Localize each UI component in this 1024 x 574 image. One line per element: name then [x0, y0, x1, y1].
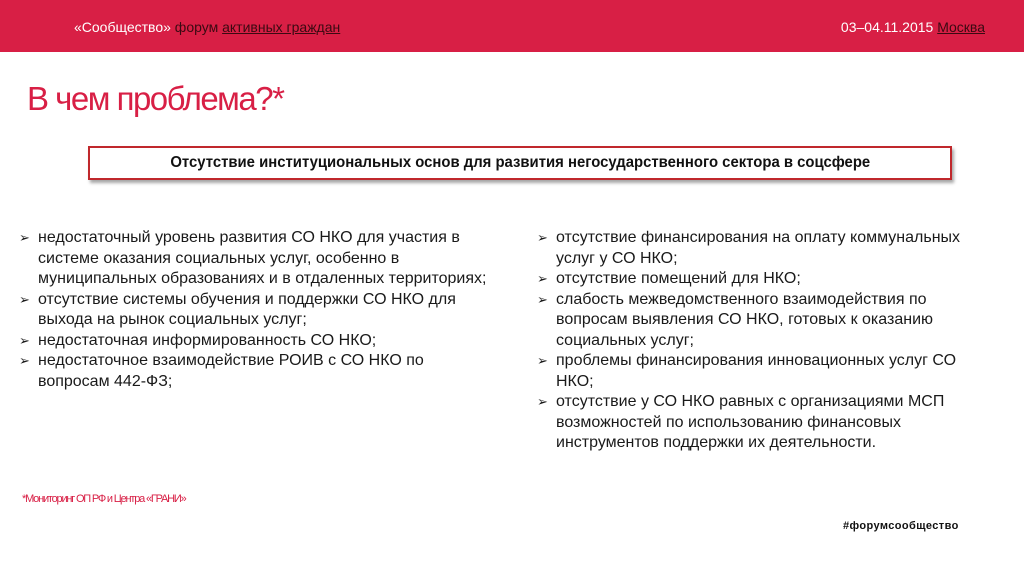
- source-footnote: *Мониторинг ОП РФ и Центра «ГРАНИ»: [22, 493, 186, 505]
- list-item: ➢ отсутствие финансирования на оплату коммунальных услуг у СО НКО;: [537, 229, 961, 267]
- list-item: ➢ отсутствие у СО НКО равных с организациями МСП возможностей по использованию финансовых инструментов поддержки их деятельности.: [537, 393, 945, 451]
- arrowhead-right-icon: ➢: [19, 230, 30, 245]
- problem-banner: [88, 146, 952, 180]
- list-item: ➢ недостаточный уровень развития СО НКО для участия в системе оказания социальных услуг, особенно в муниципальных образованиях и в отдаленных территориях;: [19, 229, 487, 287]
- arrowhead-right-icon: ➢: [537, 291, 548, 307]
- arrowhead-right-icon: ➢: [537, 230, 548, 245]
- arrowhead-right-icon: ➢: [19, 332, 30, 348]
- list-item: ➢ проблемы финансирования инновационных услуг СО НКО;: [537, 352, 957, 390]
- event-date-location: [841, 19, 985, 35]
- arrowhead-right-icon: ➢: [537, 353, 548, 368]
- brand-link[interactable]: активных граждан: [222, 19, 341, 35]
- list-item: ➢ отсутствие помещений для НКО;: [537, 269, 977, 290]
- list-item: ➢ отсутствие системы обучения и поддержки СО НКО для выхода на рынок социальных услуг;: [19, 290, 456, 328]
- brand-name: «Сообщество»: [74, 19, 171, 35]
- arrowhead-right-icon: ➢: [19, 291, 30, 307]
- arrowhead-right-icon: ➢: [537, 394, 548, 409]
- list-item: ➢ недостаточная информированность СО НКО;: [19, 331, 499, 352]
- left-problem-list: [19, 228, 499, 392]
- right-problem-list: [537, 228, 977, 454]
- header-bar: [0, 0, 1024, 52]
- banner-text: Отсутствие институциональных основ для развития негосударственного сектора в соцсфере: [170, 154, 870, 171]
- brand-forum-word: форум: [170, 19, 223, 35]
- forum-brand: [74, 19, 340, 35]
- list-item: ➢ слабость межведомственного взаимодействия по вопросам выявления СО НКО, готовых к оказанию социальных услуг;: [537, 290, 934, 349]
- arrowhead-right-icon: ➢: [19, 353, 30, 368]
- event-date: 03–04.11.2015: [840, 19, 938, 35]
- city-link[interactable]: Москва: [937, 19, 985, 35]
- page-title: В чем проблема?*: [27, 80, 284, 117]
- arrowhead-right-icon: ➢: [537, 271, 548, 286]
- list-item: ➢ недостаточное взаимодействие РОИВ с СО НКО по вопросам 442-ФЗ;: [19, 352, 424, 390]
- hashtag: #форумсообщество: [843, 520, 959, 532]
